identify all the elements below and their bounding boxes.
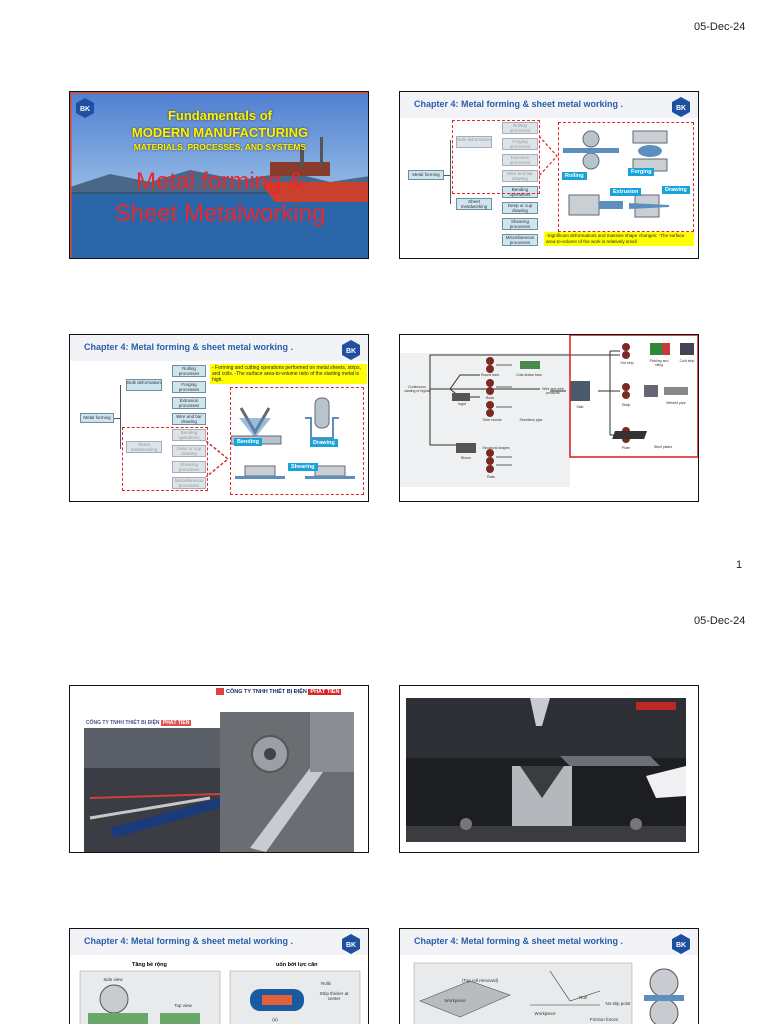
flow-label: Bloom (461, 456, 471, 460)
flow-label: Continuous casting of ingots (404, 385, 430, 393)
flow-label: Ingot (458, 402, 466, 406)
page-date: 05-Dec-24 (694, 615, 746, 627)
illustration-label: Friction forces (589, 1017, 619, 1022)
flow-label: Tube rounds (482, 418, 502, 422)
bulk-highlight-frame (452, 120, 540, 194)
sheet-highlight-frame (122, 427, 208, 491)
slide-title-line-2: Sheet Metalworking (114, 200, 326, 227)
drawing-tag: Drawing (662, 186, 690, 194)
bulk-deformation-box: Bulk deformation (126, 379, 162, 391)
extrusion-box: Extrusion processes (172, 397, 206, 409)
sheet-note: - Forming and cutting operations performed on metal sheets, strips, and coils. -The surface area-to-volume ratio of the starting metal is high. (210, 364, 367, 384)
drawing-tag: Drawing (310, 439, 338, 447)
flow-label: Structural shapes (482, 446, 510, 450)
misc-box: Miscellaneous processes (172, 477, 206, 489)
company-logo-icon (216, 688, 224, 695)
sheet-metalworking-box: Sheet metalworking (126, 441, 162, 453)
flow-label: Steel plates (653, 445, 673, 449)
flow-label: Hot strip (620, 361, 634, 365)
bending-tag: Bending (234, 438, 262, 446)
flow-label: Seamless pipe (519, 418, 543, 422)
v-die-bending-slide[interactable] (399, 685, 699, 853)
illustration-label: Workpiece (444, 998, 466, 1003)
deep-drawing-box: Deep or cup drawing (502, 202, 538, 214)
illustration-label: Rolls (320, 981, 331, 986)
rolling-box: Rolling processes (502, 122, 538, 134)
university-logo-icon (672, 97, 690, 115)
university-logo-icon (342, 340, 360, 358)
connector (120, 385, 121, 449)
forging-tag: Forging (628, 168, 654, 176)
tree-root-box: Metal forming (408, 170, 444, 180)
forging-box: Forging processes (172, 381, 206, 393)
drawing-box: Wire and bar drawing (172, 413, 206, 425)
university-logo-icon (672, 934, 690, 952)
svg-text:BK: BK (675, 105, 687, 112)
slide-title: Chapter 4: Metal forming & sheet metal working . (414, 936, 624, 946)
illustration-label: No-slip point (605, 1001, 631, 1006)
sheet-metalworking-box: Sheet metalworking (456, 198, 492, 210)
bulk-note: -Significant deformations and massive shape changes; -The surface area-to-volume of the work is relatively small (544, 232, 694, 246)
sheet-metalworking-slide[interactable] (69, 334, 369, 502)
university-logo-icon (342, 934, 360, 952)
flow-label: Round bars (480, 373, 500, 377)
illustration-label: Workpiece (534, 1011, 556, 1016)
svg-text:BK: BK (345, 348, 357, 355)
photo-watermark (86, 720, 191, 726)
shearing-box: Shearing processes (172, 461, 206, 473)
subtitle-line-2: MODERN MANUFACTURING (131, 125, 309, 140)
slide-title: Chapter 4: Metal forming & sheet metal working . (84, 342, 294, 352)
page-number: 1 (736, 559, 743, 571)
watermark-name: CÔNG TY TNHH THIẾT BỊ ĐIỆN (86, 720, 160, 726)
rolling-mechanics-slide[interactable] (399, 928, 699, 1024)
subtitle-line-3: MATERIALS, PROCESSES, AND SYSTEMS (133, 142, 307, 152)
subtitle-line-1: Fundamentals of (167, 108, 272, 123)
metal-forming-bulk-slide[interactable] (399, 91, 699, 259)
v-die-photo (400, 686, 698, 852)
slide-title: Chapter 4: Metal forming & sheet metal working . (84, 936, 294, 946)
shearing-tag: Shearing (288, 463, 318, 471)
deep-drawing-box: Deep or cup drawing (172, 445, 206, 457)
flow-label: Pickling and oiling (649, 359, 669, 367)
flow-label: Cold strip (679, 359, 695, 363)
column-heading-2: uốn bởi lực căn (276, 962, 318, 968)
title-slide[interactable] (69, 91, 369, 259)
flow-label: Rails (487, 475, 495, 479)
extrusion-box: Extrusion processes (502, 154, 538, 166)
misc-box: Miscellaneous processes (502, 234, 538, 246)
flow-label: Rods (485, 396, 495, 400)
tree-root-box: Metal forming (80, 413, 114, 423)
connector (450, 140, 451, 204)
arrow-icon (539, 136, 559, 176)
flow-label: Skelp (621, 403, 631, 407)
column-heading-1: Tăng bề rộng (132, 962, 167, 968)
illustration-label: Strip thicker at center (319, 991, 349, 1001)
flow-label: Plate (622, 446, 630, 450)
flow-label: Welded pipe (666, 401, 686, 405)
svg-text:BK: BK (345, 942, 357, 949)
company-name: CÔNG TY TNHH THIẾT BỊ ĐIỆN (226, 688, 307, 695)
rolling-spread-slide[interactable] (69, 928, 369, 1024)
arrow-icon (206, 441, 230, 477)
illustration-label: Side view (103, 977, 123, 982)
drawing-box: Wire and bar drawing (502, 170, 538, 182)
flow-label: Cold-drawn bars (516, 373, 542, 377)
flow-label: Slab (576, 405, 584, 409)
steel-production-flow-slide[interactable] (399, 334, 699, 502)
bending-box: Bending operations (172, 429, 206, 441)
slide-title-line-1: Metal forming & (135, 168, 305, 195)
bulk-deformation-box: Bulk deformation (456, 136, 492, 148)
watermark-brand: PHÁT TIẾN (162, 720, 190, 726)
illustration-label: Top view (174, 1003, 192, 1008)
bending-box: Bending operations (502, 186, 538, 198)
flow-label: Wire and wire products (542, 387, 564, 395)
slide-title: Chapter 4: Metal forming & sheet metal working . (414, 99, 624, 109)
svg-text:BK: BK (79, 106, 91, 113)
roll-forming-photo-slide[interactable] (69, 685, 369, 853)
rolling-box: Rolling processes (172, 365, 206, 377)
svg-text:BK: BK (675, 942, 687, 949)
forging-box: Forging processes (502, 138, 538, 150)
page-date: 05-Dec-24 (694, 21, 746, 33)
illustration-label: (Top roll removed) (461, 978, 499, 983)
extrusion-tag: Extrusion (610, 188, 641, 196)
shearing-box: Shearing processes (502, 218, 538, 230)
illustration-label: (a) (272, 1017, 278, 1022)
rolling-tag: Rolling (562, 172, 587, 180)
company-brand: PHÁT TIẾN (310, 688, 340, 695)
illustration-label: Roll (579, 995, 587, 1000)
